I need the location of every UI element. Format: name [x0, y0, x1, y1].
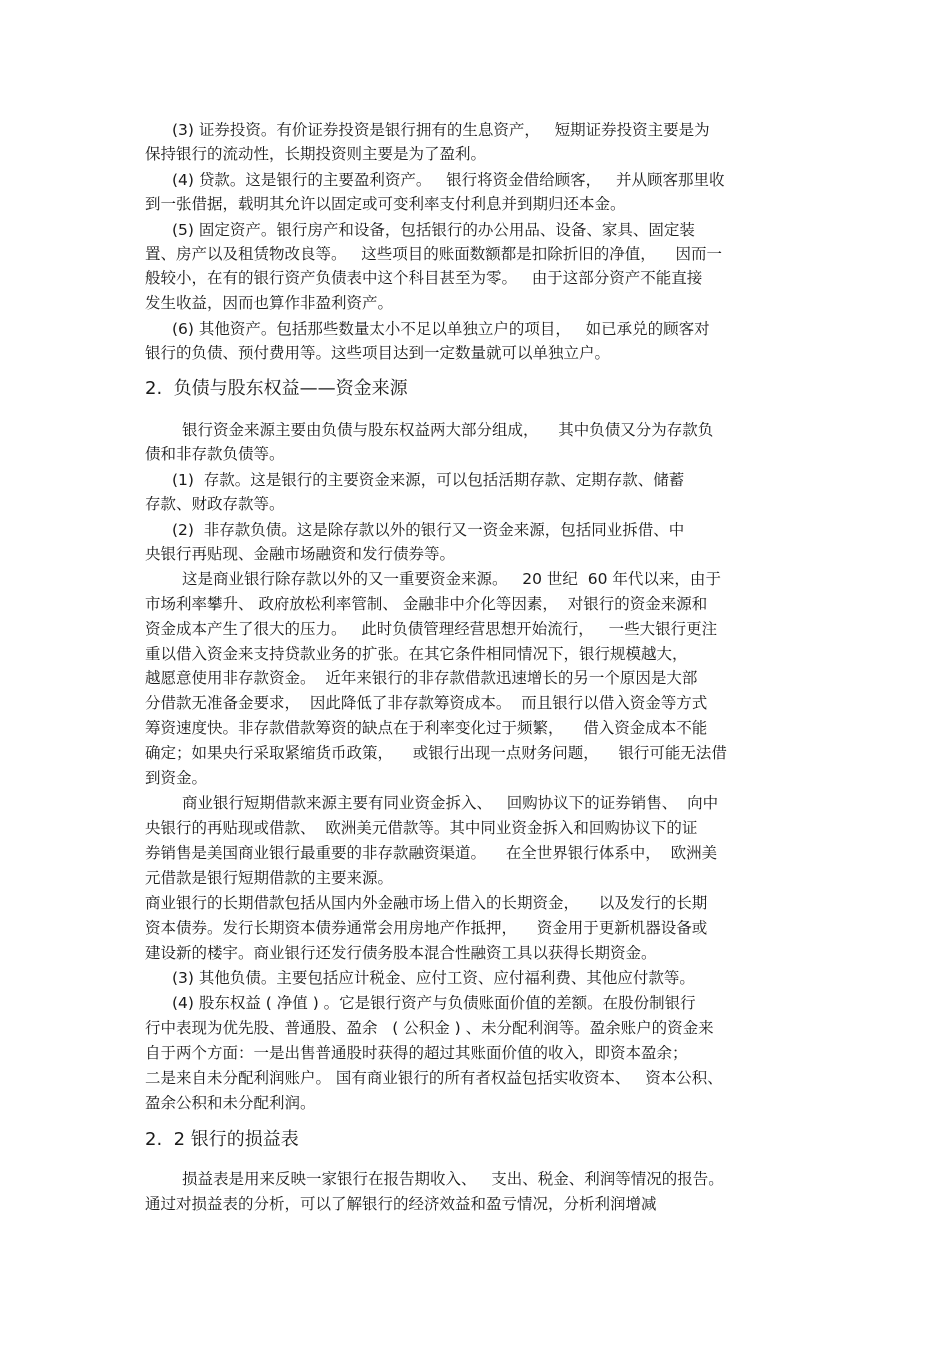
paragraph-nondeposit-detail-line-7: 筹资速度快。非存款借款筹资的缺点在于利率变化过于频繁， 借入资金成本不能: [145, 719, 708, 737]
paragraph-nondeposit-line-1: (2) 非存款负债。这是除存款以外的银行又一资金来源，包括同业拆借、中: [172, 521, 685, 539]
paragraph-equity-line-3: 自于两个方面：一是出售普通股时获得的超过其账面价值的收入，即资本盈余；: [145, 1044, 688, 1062]
section-heading-liabilities: 2. 负债与股东权益——资金来源: [145, 378, 408, 399]
paragraph-long-term-line-2: 资本债券。发行长期资本债券通常会用房地产作抵押， 资金用于更新机器设备或: [145, 919, 708, 937]
section-heading-income-statement: 2. 2 银行的损益表: [145, 1129, 299, 1150]
paragraph-short-term-line-1: 商业银行短期借款来源主要有同业资金拆入、 回购协议下的证券销售、 向中: [182, 794, 719, 812]
paragraph-nondeposit-detail-line-1: 这是商业银行除存款以外的又一重要资金来源。 20 世纪 60 年代以来，由于: [182, 570, 721, 588]
paragraph-income-statement-line-2: 通过对损益表的分析，可以了解银行的经济效益和盈亏情况，分析利润增减: [145, 1195, 657, 1213]
paragraph-other-assets-line-1: (6) 其他资产。包括那些数量太小不足以单独立户的项目， 如已承兑的顾客对: [172, 320, 710, 338]
paragraph-funding-line-2: 债和非存款负债等。: [145, 445, 285, 463]
paragraph-nondeposit-detail-line-2: 市场利率攀升、 政府放松利率管制、 金融非中介化等因素， 对银行的资金来源和: [145, 595, 708, 613]
paragraph-long-term-line-1: 商业银行的长期借款包括从国内外金融市场上借入的长期资金， 以及发行的长期: [145, 894, 708, 912]
paragraph-short-term-line-2: 央银行的再贴现或借款、 欧洲美元借款等。其中同业资金拆入和回购协议下的证: [145, 819, 698, 837]
paragraph-fixed-assets-line-3: 般较小，在有的银行资产负债表中这个科目甚至为零。 由于这部分资产不能直接: [145, 269, 703, 287]
paragraph-fixed-assets-line-2: 置、房产以及租赁物改良等。 这些项目的账面数额都是扣除折旧的净值， 因而一: [145, 245, 722, 263]
paragraph-funding-line-1: 银行资金来源主要由负债与股东权益两大部分组成， 其中负债又分为存款负: [182, 421, 714, 439]
paragraph-securities-line-2: 保持银行的流动性，长期投资则主要是为了盈利。: [145, 145, 487, 163]
paragraph-fixed-assets-line-4: 发生收益，因而也算作非盈利资产。: [145, 294, 394, 312]
paragraph-nondeposit-detail-line-8: 确定；如果央行采取紧缩货币政策， 或银行出现一点财务问题， 银行可能无法借: [145, 744, 727, 762]
paragraph-equity-line-1: (4) 股东权益 ( 净值 ) 。它是银行资产与负债账面价值的差额。在股份制银行: [172, 994, 696, 1012]
paragraph-securities-line-1: (3) 证券投资。有价证券投资是银行拥有的生息资产， 短期证券投资主要是为: [172, 121, 710, 139]
paragraph-equity-line-4: 二是来自未分配利润账户。 国有商业银行的所有者权益包括实收资本、 资本公积、: [145, 1069, 723, 1087]
paragraph-other-liabilities: (3) 其他负债。主要包括应计税金、应付工资、应付福利费、其他应付款等。: [172, 969, 695, 987]
paragraph-nondeposit-detail-line-5: 越愿意使用非存款资金。 近年来银行的非存款借款迅速增长的另一个原因是大部: [145, 669, 698, 687]
paragraph-deposits-line-2: 存款、财政存款等。: [145, 495, 285, 513]
paragraph-other-assets-line-2: 银行的负债、预付费用等。这些项目达到一定数量就可以单独立户。: [145, 344, 611, 362]
paragraph-nondeposit-detail-line-9: 到资金。: [145, 769, 208, 787]
paragraph-nondeposit-detail-line-6: 分借款无准备金要求， 因此降低了非存款筹资成本。 而且银行以借入资金等方式: [145, 694, 708, 712]
paragraph-loans-line-1: (4) 贷款。这是银行的主要盈利资产。 银行将资金借给顾客， 并从顾客那里收: [172, 171, 725, 189]
paragraph-fixed-assets-line-1: (5) 固定资产。银行房产和设备，包括银行的办公用品、设备、家具、固定装: [172, 221, 695, 239]
paragraph-nondeposit-line-2: 央银行再贴现、金融市场融资和发行债券等。: [145, 545, 456, 563]
paragraph-income-statement-line-1: 损益表是用来反映一家银行在报告期收入、 支出、税金、利润等情况的报告。: [182, 1170, 724, 1188]
paragraph-deposits-line-1: (1) 存款。这是银行的主要资金来源，可以包括活期存款、定期存款、储蓄: [172, 471, 685, 489]
paragraph-loans-line-2: 到一张借据，载明其允许以固定或可变利率支付利息并到期归还本金。: [145, 195, 626, 213]
paragraph-nondeposit-detail-line-3: 资金成本产生了很大的压力。 此时负债管理经营思想开始流行， 一些大银行更注: [145, 620, 718, 638]
paragraph-equity-line-2: 行中表现为优先股、普通股、盈余 ( 公积金 ) 、未分配利润等。盈余账户的资金来: [145, 1019, 714, 1037]
paragraph-short-term-line-4: 元借款是银行短期借款的主要来源。: [145, 869, 394, 887]
paragraph-short-term-line-3: 券销售是美国商业银行最重要的非存款融资渠道。 在全世界银行体系中， 欧洲美: [145, 844, 718, 862]
paragraph-equity-line-5: 盈余公积和未分配利润。: [145, 1094, 316, 1112]
paragraph-nondeposit-detail-line-4: 重以借入资金来支持贷款业务的扩张。在其它条件相同情况下，银行规模越大，: [145, 645, 688, 663]
paragraph-long-term-line-3: 建设新的楼宇。商业银行还发行债务股本混合性融资工具以获得长期资金。: [145, 944, 657, 962]
